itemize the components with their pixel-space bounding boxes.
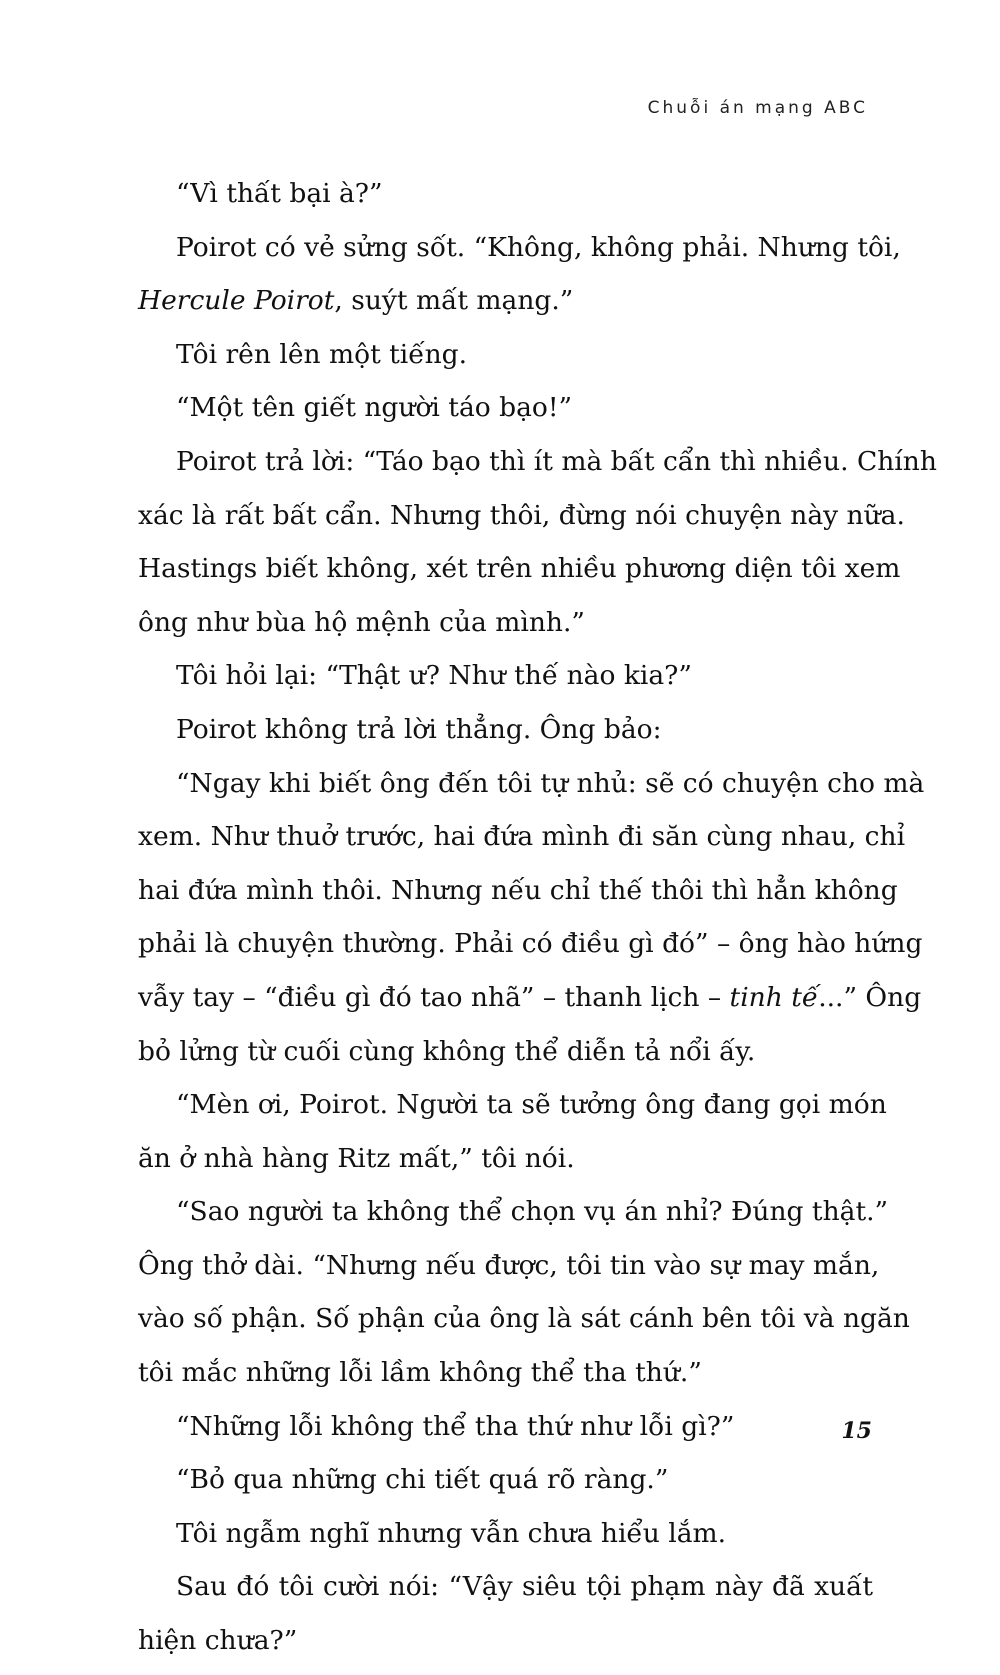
text-line bbox=[138, 978, 922, 1032]
text-line: Tôi ngẫm nghĩ nhưng vẫn chưa hiểu lắm. bbox=[176, 1517, 727, 1549]
page-number: 15 bbox=[841, 1418, 872, 1444]
text-line: “Vì thất bại à?” bbox=[176, 178, 383, 209]
text-line: xác là rất bất cẩn. Nhưng thôi, đừng nói chuyện này nữa. bbox=[138, 499, 905, 531]
italic-phrase: tinh tế bbox=[729, 981, 819, 1013]
text-line: “Mèn ơi, Poirot. Người ta sẽ tưởng ông đang gọi món bbox=[176, 1089, 887, 1121]
line-segment: , suýt mất mạng.” bbox=[334, 285, 574, 317]
text-line: ăn ở nhà hàng Ritz mất,” tôi nói. bbox=[138, 1142, 575, 1174]
text-line: hiện chưa?” bbox=[138, 1625, 298, 1657]
text-line: hai đứa mình thôi. Nhưng nếu chỉ thế thôi thì hẳn không bbox=[138, 874, 898, 906]
text-line: bỏ lửng từ cuối cùng không thể diễn tả nổi ấy. bbox=[138, 1035, 756, 1067]
text-line: “Ngay khi biết ông đến tôi tự nhủ: sẽ có chuyện cho mà bbox=[176, 767, 925, 799]
text-line: Tôi rên lên một tiếng. bbox=[176, 338, 468, 370]
text-line: ông như bùa hộ mệnh của mình.” bbox=[138, 606, 585, 638]
text-line: xem. Như thuở trước, hai đứa mình đi săn cùng nhau, chỉ bbox=[138, 821, 906, 853]
text-line: Poirot không trả lời thẳng. Ông bảo: bbox=[176, 713, 662, 745]
text-line: Poirot trả lời: “Táo bạo thì ít mà bất cẩn thì nhiều. Chính bbox=[176, 445, 937, 477]
text-line: Tôi hỏi lại: “Thật ư? Như thế nào kia?” bbox=[176, 660, 692, 692]
text-line: Poirot có vẻ sửng sốt. “Không, không phải. Nhưng tôi, bbox=[176, 231, 901, 263]
running-header: Chuỗi án mạng ABC bbox=[647, 98, 868, 118]
text-line: Ông thở dài. “Nhưng nếu được, tôi tin vào sự may mắn, bbox=[138, 1249, 880, 1281]
text-line: “Những lỗi không thể tha thứ như lỗi gì?” bbox=[176, 1410, 735, 1442]
text-line: Hastings biết không, xét trên nhiều phương diện tôi xem bbox=[138, 553, 901, 585]
text-line: “Sao người ta không thể chọn vụ án nhỉ? Đúng thật.” bbox=[176, 1196, 889, 1228]
text-line: vào số phận. Số phận của ông là sát cánh bên tôi và ngăn bbox=[138, 1303, 910, 1335]
body-text bbox=[138, 174, 937, 1675]
line-segment: vẫy tay – “điều gì đó tao nhã” – thanh lịch – bbox=[138, 981, 730, 1013]
text-line: tôi mắc những lỗi lầm không thể tha thứ.” bbox=[138, 1357, 702, 1389]
text-line bbox=[138, 281, 873, 335]
italic-name: Hercule Poirot bbox=[138, 285, 335, 317]
text-line: “Một tên giết người táo bạo!” bbox=[176, 392, 573, 424]
text-line: “Bỏ qua những chi tiết quá rõ ràng.” bbox=[176, 1464, 669, 1496]
text-line: Sau đó tôi cười nói: “Vậy siêu tội phạm này đã xuất bbox=[176, 1571, 873, 1603]
line-segment: ...” Ông bbox=[818, 981, 922, 1013]
text-line: phải là chuyện thường. Phải có điều gì đó” – ông hào hứng bbox=[138, 928, 923, 960]
